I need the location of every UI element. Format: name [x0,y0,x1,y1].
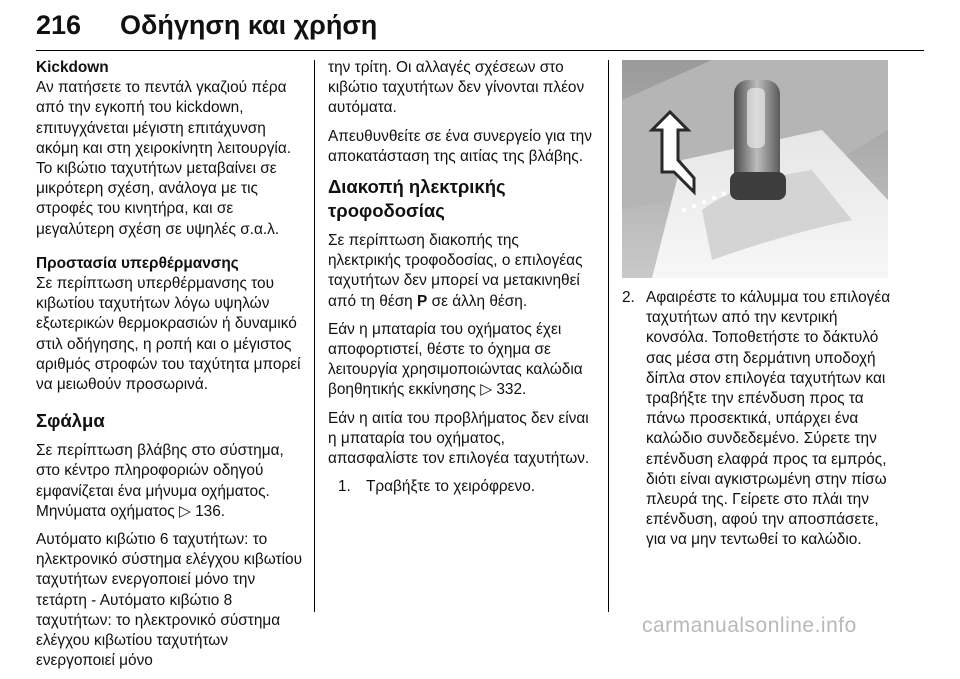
power-text-1c: σε άλλη θέση. [431,292,528,310]
cross-reference-icon[interactable]: ▷ [480,381,493,399]
continued-text: την τρίτη. Οι αλλαγές σχέσεων στο κιβώτιο ταχυτήτων δεν γίνονται πλέον αυτόματα. [328,59,585,117]
left-column [36,58,306,679]
fault-heading: Σφάλμα [36,410,105,432]
power-text-3: Εάν η αιτία του προβλήματος δεν είναι η μπαταρία του οχήματος, απασφαλίστε τον επιλογέα ταχυτήτων. [328,409,590,468]
dealer-text: Απευθυνθείτε σε ένα συνεργείο για την αποκατάσταση της αιτίας της βλάβης. [328,127,592,165]
column-divider-1 [314,60,315,612]
overheat-heading: Προστασία υπερθέρμανσης [36,254,239,272]
power-text-2 [328,320,594,401]
power-text-1 [328,231,594,312]
page-header [36,4,924,50]
power-heading: Διακοπή ηλεκτρικής τροφοδοσίας [328,176,506,222]
step-2 [622,288,892,551]
overheat-section [36,254,306,395]
gear-selector-illustration [622,60,888,278]
kickdown-heading: Kickdown [36,59,109,76]
power-text-1a: Σε περίπτωση διακοπής της ηλεκτρικής τροφοδοσίας, ο επιλογέας ταχυτήτων δεν μπορεί να μετακινηθεί από τη θέση [328,232,583,310]
fault-ref-1[interactable]: 136. [195,502,226,520]
step-2-number: 2. [622,289,635,306]
step-1-text: Τραβήξτε το χειρόφρενο. [366,478,536,496]
gear-position-p: P [417,292,428,310]
page-number: 216 [36,10,82,40]
step-2-text: Αφαιρέστε το κάλυμμα του επιλογέα ταχυτήτων από την κεντρική κονσόλα. Τοποθετήστε το δάκτυλό σας μέσα στη δερμάτινη υποδοχή δίπλα στον επιλογέα ταχυτήτων και τραβήξτε την επένδυση προς τα πάνω προσεκτικά, υπάρχει ένα καλώδιο συνδεδεμένο. Σύρετε την επένδυση ελαφρά προς τα εμπρός, διότι είναι αγκιστρωμένη στην πίσω πλευρά της. Γείρετε στο πλάι την επένδυση, αφού την αποσπάσετε, για να μην τεντωθεί το καλώδιο. [646,289,891,549]
fault-text-1-body: Σε περίπτωση βλάβης στο σύστημα, στο κέντρο πληροφοριών οδηγού εμφανίζεται ένα μήνυμα οχήματος. Μηνύματα οχήματος [36,442,284,520]
right-column [622,288,892,551]
kickdown-section [36,58,306,240]
header-divider [36,50,924,51]
watermark: carmanualsonline.info [642,614,857,637]
page-title: Οδήγηση και χρήση [120,10,378,40]
fault-text-1 [36,441,306,522]
power-text-2-body: Εάν η μπαταρία του οχήματος έχει αποφορτιστεί, θέστε το όχημα σε λειτουργία χρησιμοποιώντας καλώδια βοηθητικής εκκίνησης [328,320,583,399]
middle-column [328,58,594,497]
kickdown-text: Αν πατήσετε το πεντάλ γκαζιού πέρα από την εγκοπή του kickdown, επιτυγχάνεται μέγιστη επιτάχυνση ακόμη και στη χειροκίνητη λειτουργία. Το κιβώτιο ταχυτήτων μεταβαίνει σε μικρότερη σχέση, ανάλογα με τις στροφές του κινητήρα, και σε μεγαλύτερη σχέση σε υψηλές σ.α.λ. [36,79,291,238]
overheat-text: Σε περίπτωση υπερθέρμανσης του κιβωτίου ταχυτήτων λόγω υψηλών εξωτερικών θερμοκρασιών ή δυναμικό στιλ οδήγησης, η ροπή και ο μέγιστος αριθμός στροφών του ταχύτητα μπορεί να μειωθούν προσωρινά. [36,275,301,394]
fault-text-2: Αυτόματο κιβώτιο 6 ταχυτήτων: το ηλεκτρονικό σύστημα ελέγχου κιβωτίου ταχυτήτων ενεργοποιεί μόνο την τετάρτη - Αυτόματο κιβώτιο 8 ταχυτήτων: το ηλεκτρονικό σύστημα ελέγχου κιβωτίου ταχυτήτων ενεργοποιεί μόνο [36,531,303,670]
step-1-number: 1. [338,478,351,496]
cross-reference-icon[interactable]: ▷ [178,502,191,520]
power-ref-2[interactable]: 332. [496,381,527,399]
column-divider-2 [608,60,609,612]
step-1 [328,477,594,497]
gear-selector-drawing [622,60,888,278]
